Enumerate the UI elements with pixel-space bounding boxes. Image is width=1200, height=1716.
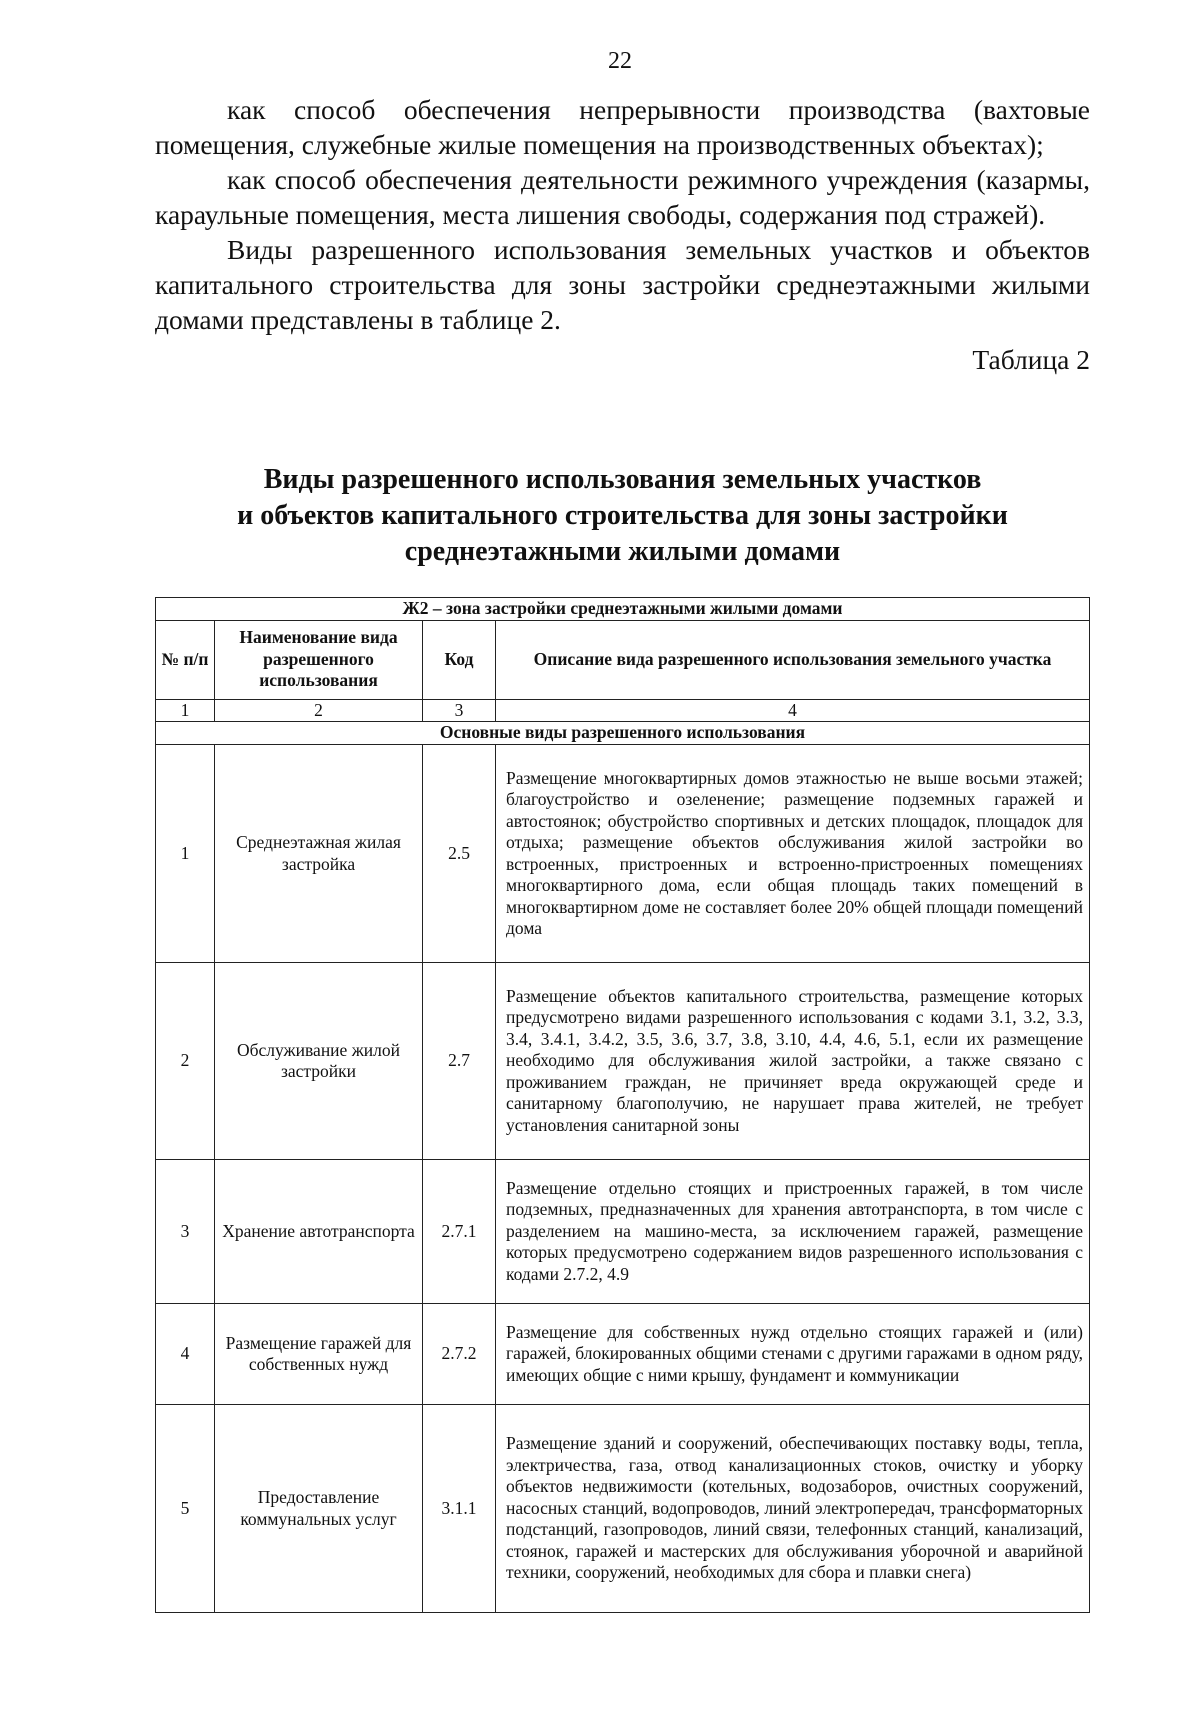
row-num: 4 (156, 1304, 215, 1405)
row-desc: Размещение зданий и сооружений, обеспечивающих поставку воды, тепла, электричества, газа, отвод канализационных стоков, очистку и уборку объектов недвижимости (котельных, водозаборов, очистных сооружений, насосных станций, водопроводов, линий электропередач, трансформаторных подстанций, газопроводов, линий связи, телефонных станций, канализаций, стоянок, гаражей и мастерских для обслуживания уборочной и аварийной техники, сооружений, необходимых для сбора и плавки снега) (496, 1405, 1090, 1613)
table-label: Таблица 2 (972, 344, 1090, 375)
paragraph: как способ обеспечения непрерывности производства (вахтовые помещения, служебные жилые помещения на производственных объектах); (155, 94, 1090, 160)
header-code: Код (423, 620, 496, 699)
table-row (156, 1160, 1090, 1304)
zone-caption-row (156, 598, 1090, 621)
paragraph: Виды разрешенного использования земельных участков и объектов капитального строительства для зоны застройки среднеэтажными жилыми домами представлены в таблице 2. (155, 234, 1090, 335)
section-row (156, 722, 1090, 745)
row-code: 3.1.1 (423, 1405, 496, 1613)
row-num: 1 (156, 745, 215, 963)
table-title (155, 462, 1090, 570)
column-index: 3 (423, 699, 496, 722)
column-index-row (156, 699, 1090, 722)
column-index: 4 (496, 699, 1090, 722)
paragraph: как способ обеспечения деятельности режимного учреждения (казармы, караульные помещения, места лишения свободы, содержания под стражей). (155, 164, 1090, 230)
table-title-line: Виды разрешенного использования земельных участков (263, 464, 982, 495)
page-number: 22 (608, 48, 632, 74)
row-desc: Размещение для собственных нужд отдельно стоящих гаражей и (или) гаражей, блокированных общими стенами с другими гаражами в одном ряду, имеющих общие с ними крышу, фундамент и коммуникации (496, 1304, 1090, 1405)
header-name: Наименование вида разрешенного использования (215, 620, 423, 699)
row-name: Размещение гаражей для собственных нужд (215, 1304, 423, 1405)
row-num: 3 (156, 1160, 215, 1304)
header-row (156, 620, 1090, 699)
row-num: 5 (156, 1405, 215, 1613)
row-code: 2.7.2 (423, 1304, 496, 1405)
row-code: 2.7 (423, 963, 496, 1160)
row-desc: Размещение отдельно стоящих и пристроенных гаражей, в том числе подземных, предназначенных для хранения автотранспорта, в том числе с разделением на машино-места, за исключением гаражей, размещение которых предусмотрено содержанием видов разрешенного использования с кодами 2.7.2, 4.9 (496, 1160, 1090, 1304)
row-name: Предоставление коммунальных услуг (215, 1405, 423, 1613)
table-row (156, 1405, 1090, 1613)
table-row (156, 745, 1090, 963)
table-title-line: и объектов капитального строительства для зоны застройки (237, 500, 1008, 531)
row-name: Хранение автотранспорта (215, 1160, 423, 1304)
header-desc: Описание вида разрешенного использования земельного участка (496, 620, 1090, 699)
zone-caption: Ж2 – зона застройки среднеэтажными жилыми домами (156, 598, 1090, 621)
row-desc: Размещение многоквартирных домов этажностью не выше восьми этажей; благоустройство и озеленение; размещение подземных гаражей и автостоянок; обустройство спортивных и детских площадок, площадок для отдыха; размещение объектов обслуживания жилой застройки во встроенных, пристроенных и встроенно-пристроенных помещениях многоквартирного дома, если общая площадь таких помещений в многоквартирном доме не составляет более 20% общей площади помещений дома (496, 745, 1090, 963)
table-title-line: среднеэтажными жилыми домами (404, 536, 841, 567)
column-index: 2 (215, 699, 423, 722)
row-num: 2 (156, 963, 215, 1160)
row-name: Обслуживание жилой застройки (215, 963, 423, 1160)
row-code: 2.5 (423, 745, 496, 963)
row-name: Среднеэтажная жилая застройка (215, 745, 423, 963)
row-code: 2.7.1 (423, 1160, 496, 1304)
land-use-table (155, 597, 1090, 1613)
section-title: Основные виды разрешенного использования (156, 722, 1090, 745)
row-desc: Размещение объектов капитального строительства, размещение которых предусмотрено видами разрешенного использования с кодами 3.1, 3.2, 3.3, 3.4, 3.4.1, 3.4.2, 3.5, 3.6, 3.7, 3.8, 3.10, 4.4, 4.6, 5.1, если их размещение необходимо для обслуживания жилой застройки, а также связано с проживанием граждан, не причиняет вреда окружающей среде и санитарному благополучию, не нарушает права жителей, не требует установления санитарной зоны (496, 963, 1090, 1160)
table-row (156, 1304, 1090, 1405)
column-index: 1 (156, 699, 215, 722)
table-row (156, 963, 1090, 1160)
header-num: № п/п (156, 620, 215, 699)
body-text (155, 92, 1090, 377)
